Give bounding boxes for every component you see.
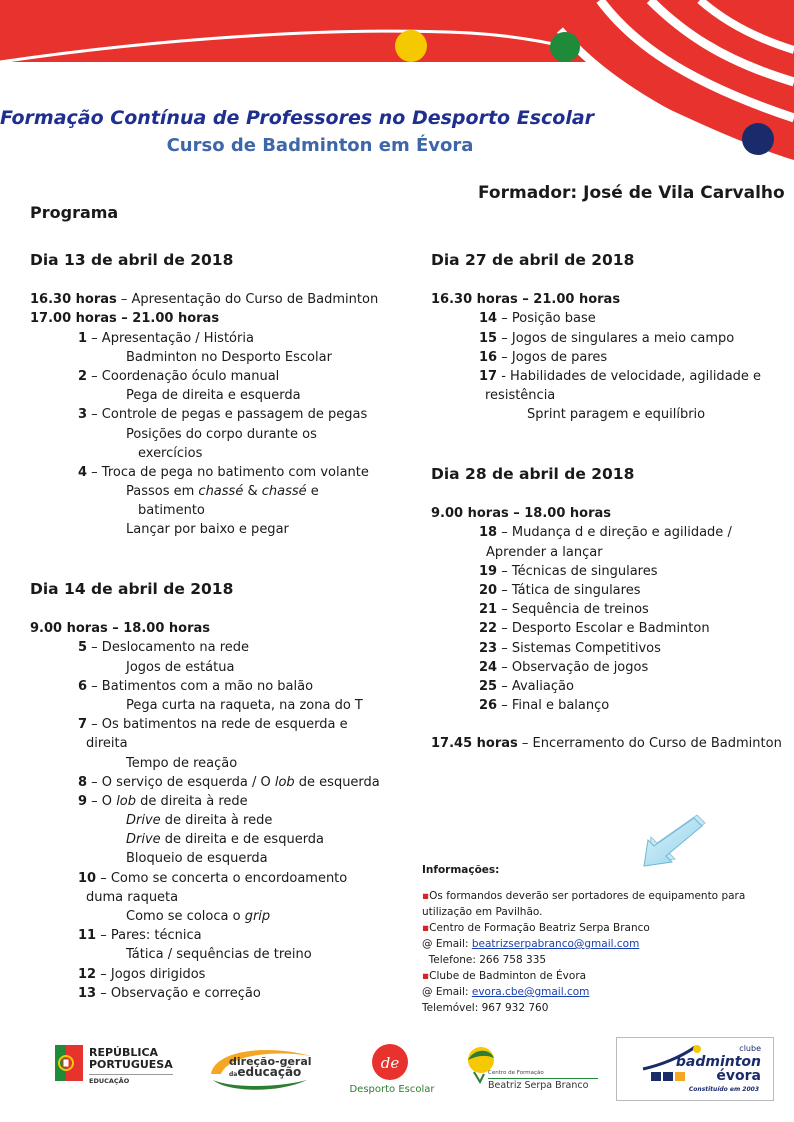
list-item: 22 – Desporto Escolar e Badminton [479,621,710,637]
list-subitem: Drive de direita à rede [126,813,273,829]
list-subitem: Passos em chassé & chassé e [126,484,319,500]
day28-title: Dia 28 de abril de 2018 [431,465,635,483]
day27-title: Dia 27 de abril de 2018 [431,251,635,269]
info-line: ▪Centro de Formação Beatriz Serpa Branco [422,922,650,934]
day28-section [431,465,791,753]
email-link-clube[interactable]: evora.cbe@gmail.com [471,986,590,998]
list-item: 15 – Jogos de singulares a meio campo [479,330,735,346]
desporto-escolar-logo: de Desporto Escolar [342,1040,442,1098]
list-item: 6 – Batimentos com a mão no balão [78,678,314,694]
day27-time: 16.30 horas – 21.00 horas [431,292,621,308]
day13-title: Dia 13 de abril de 2018 [30,251,234,269]
list-item-continuation: duma raqueta [86,889,179,905]
list-item: 11 – Pares: técnica [78,928,202,944]
day27-section [431,251,791,425]
list-subitem: Pega curta na raqueta, na zona do T [126,697,363,713]
list-subitem: Badminton no Desporto Escolar [126,349,332,365]
green-dot [550,32,580,62]
list-item: 26 – Final e balanço [479,698,610,714]
email-link-centro[interactable]: beatrizserpabranco@gmail.com [471,938,640,950]
svg-text:de: de [380,1054,400,1072]
page-title: Formação Contínua de Professores no Desporto Escolar [0,107,595,129]
yellow-dot [395,30,427,62]
list-item: 24 – Observação de jogos [479,659,649,675]
list-item: 10 – Como se concerta o encordoamento [78,870,348,886]
list-item: 2 – Coordenação óculo manual [78,368,280,384]
info-block [422,862,782,1016]
trainer-name: Formador: José de Vila Carvalho [478,183,785,203]
list-item: 16 – Jogos de pares [479,349,608,365]
list-item: 25 – Avaliação [479,678,574,694]
list-subitem: Posições do corpo durante os [126,426,317,442]
info-line: Telemóvel: 967 932 760 [422,1002,549,1014]
info-line: @ Email: evora.cbe@gmail.com [422,986,590,998]
list-subitem: Lançar por baixo e pegar [126,522,289,538]
list-subitem: Jogos de estátua [126,659,235,675]
list-subitem: Pega de direita e esquerda [126,388,301,404]
list-item: 18 – Mudança d e direção e agilidade / [479,525,732,541]
day13-line1: 16.30 horas – Apresentação do Curso de Badminton [30,292,379,308]
page-subtitle: Curso de Badminton em Évora [166,135,474,156]
list-item: 9 – O lob de direita à rede [78,793,248,809]
list-subitem: Como se coloca o grip [126,909,271,925]
list-subitem: Tempo de reação [126,755,238,771]
list-item-continuation: direita [86,736,128,752]
list-item: 8 – O serviço de esquerda / O lob de esquerda [78,774,380,790]
clube-badminton-evora-logo: clube badminton évora Constituído em 2003 [616,1037,774,1101]
flag-icon [55,1045,83,1081]
list-item: 17 - Habilidades de velocidade, agilidade e [479,368,762,384]
info-line: ▪Clube de Badminton de Évora [422,970,587,982]
info-title: Informações: [422,864,500,876]
list-item-continuation: resistência [485,388,556,404]
day13-line2: 17.00 horas – 21.00 horas [30,311,220,327]
list-item-continuation: Aprender a lançar [486,544,603,560]
centro-formacao-logo: Centro de Formação Beatriz Serpa Branco [464,1044,604,1098]
list-subitem: Drive de direita e de esquerda [126,832,325,848]
list-item: 20 – Tática de singulares [479,582,641,598]
republica-portuguesa-logo: REPÚBLICA PORTUGUESA EDUCAÇÃO [55,1043,185,1093]
closing-line: 17.45 horas – Encerramento do Curso de Badminton [431,736,782,752]
list-subitem: batimento [138,503,205,519]
info-line: utilização em Pavilhão. [422,906,543,918]
info-line: ▪Os formandos deverão ser portadores de equipamento para [422,890,746,902]
list-item: 5 – Deslocamento na rede [78,640,250,656]
day14-section [30,580,410,1003]
list-item: 19 – Técnicas de singulares [479,563,658,579]
list-subitem: exercícios [138,445,203,461]
navy-dot [742,123,774,155]
program-heading: Programa [30,203,119,222]
list-item: 4 – Troca de pega no batimento com volante [78,464,369,480]
day14-title: Dia 14 de abril de 2018 [30,580,234,598]
info-line: Telefone: 266 758 335 [422,954,547,966]
list-item: 13 – Observação e correção [78,985,261,1001]
day28-time: 9.00 horas – 18.00 horas [431,506,612,522]
list-item: 23 – Sistemas Competitivos [479,640,661,656]
list-item: 3 – Controle de pegas e passagem de pegas [78,407,368,423]
list-item: 7 – Os batimentos na rede de esquerda e [78,717,348,733]
list-subitem: Tática / sequências de treino [126,947,312,963]
info-line: @ Email: beatrizserpabranco@gmail.com [422,938,640,950]
day13-section [30,251,410,540]
dge-logo: direção-geral daeducação [207,1044,315,1094]
list-item: 21 – Sequência de treinos [479,602,649,618]
list-subitem: Bloqueio de esquerda [126,851,268,867]
list-item: 12 – Jogos dirigidos [78,966,206,982]
list-item: 14 – Posição base [479,311,596,327]
list-item: 1 – Apresentação / História [78,330,254,346]
day14-time: 9.00 horas – 18.00 horas [30,621,211,637]
list-subitem: Sprint paragem e equilíbrio [527,407,706,423]
